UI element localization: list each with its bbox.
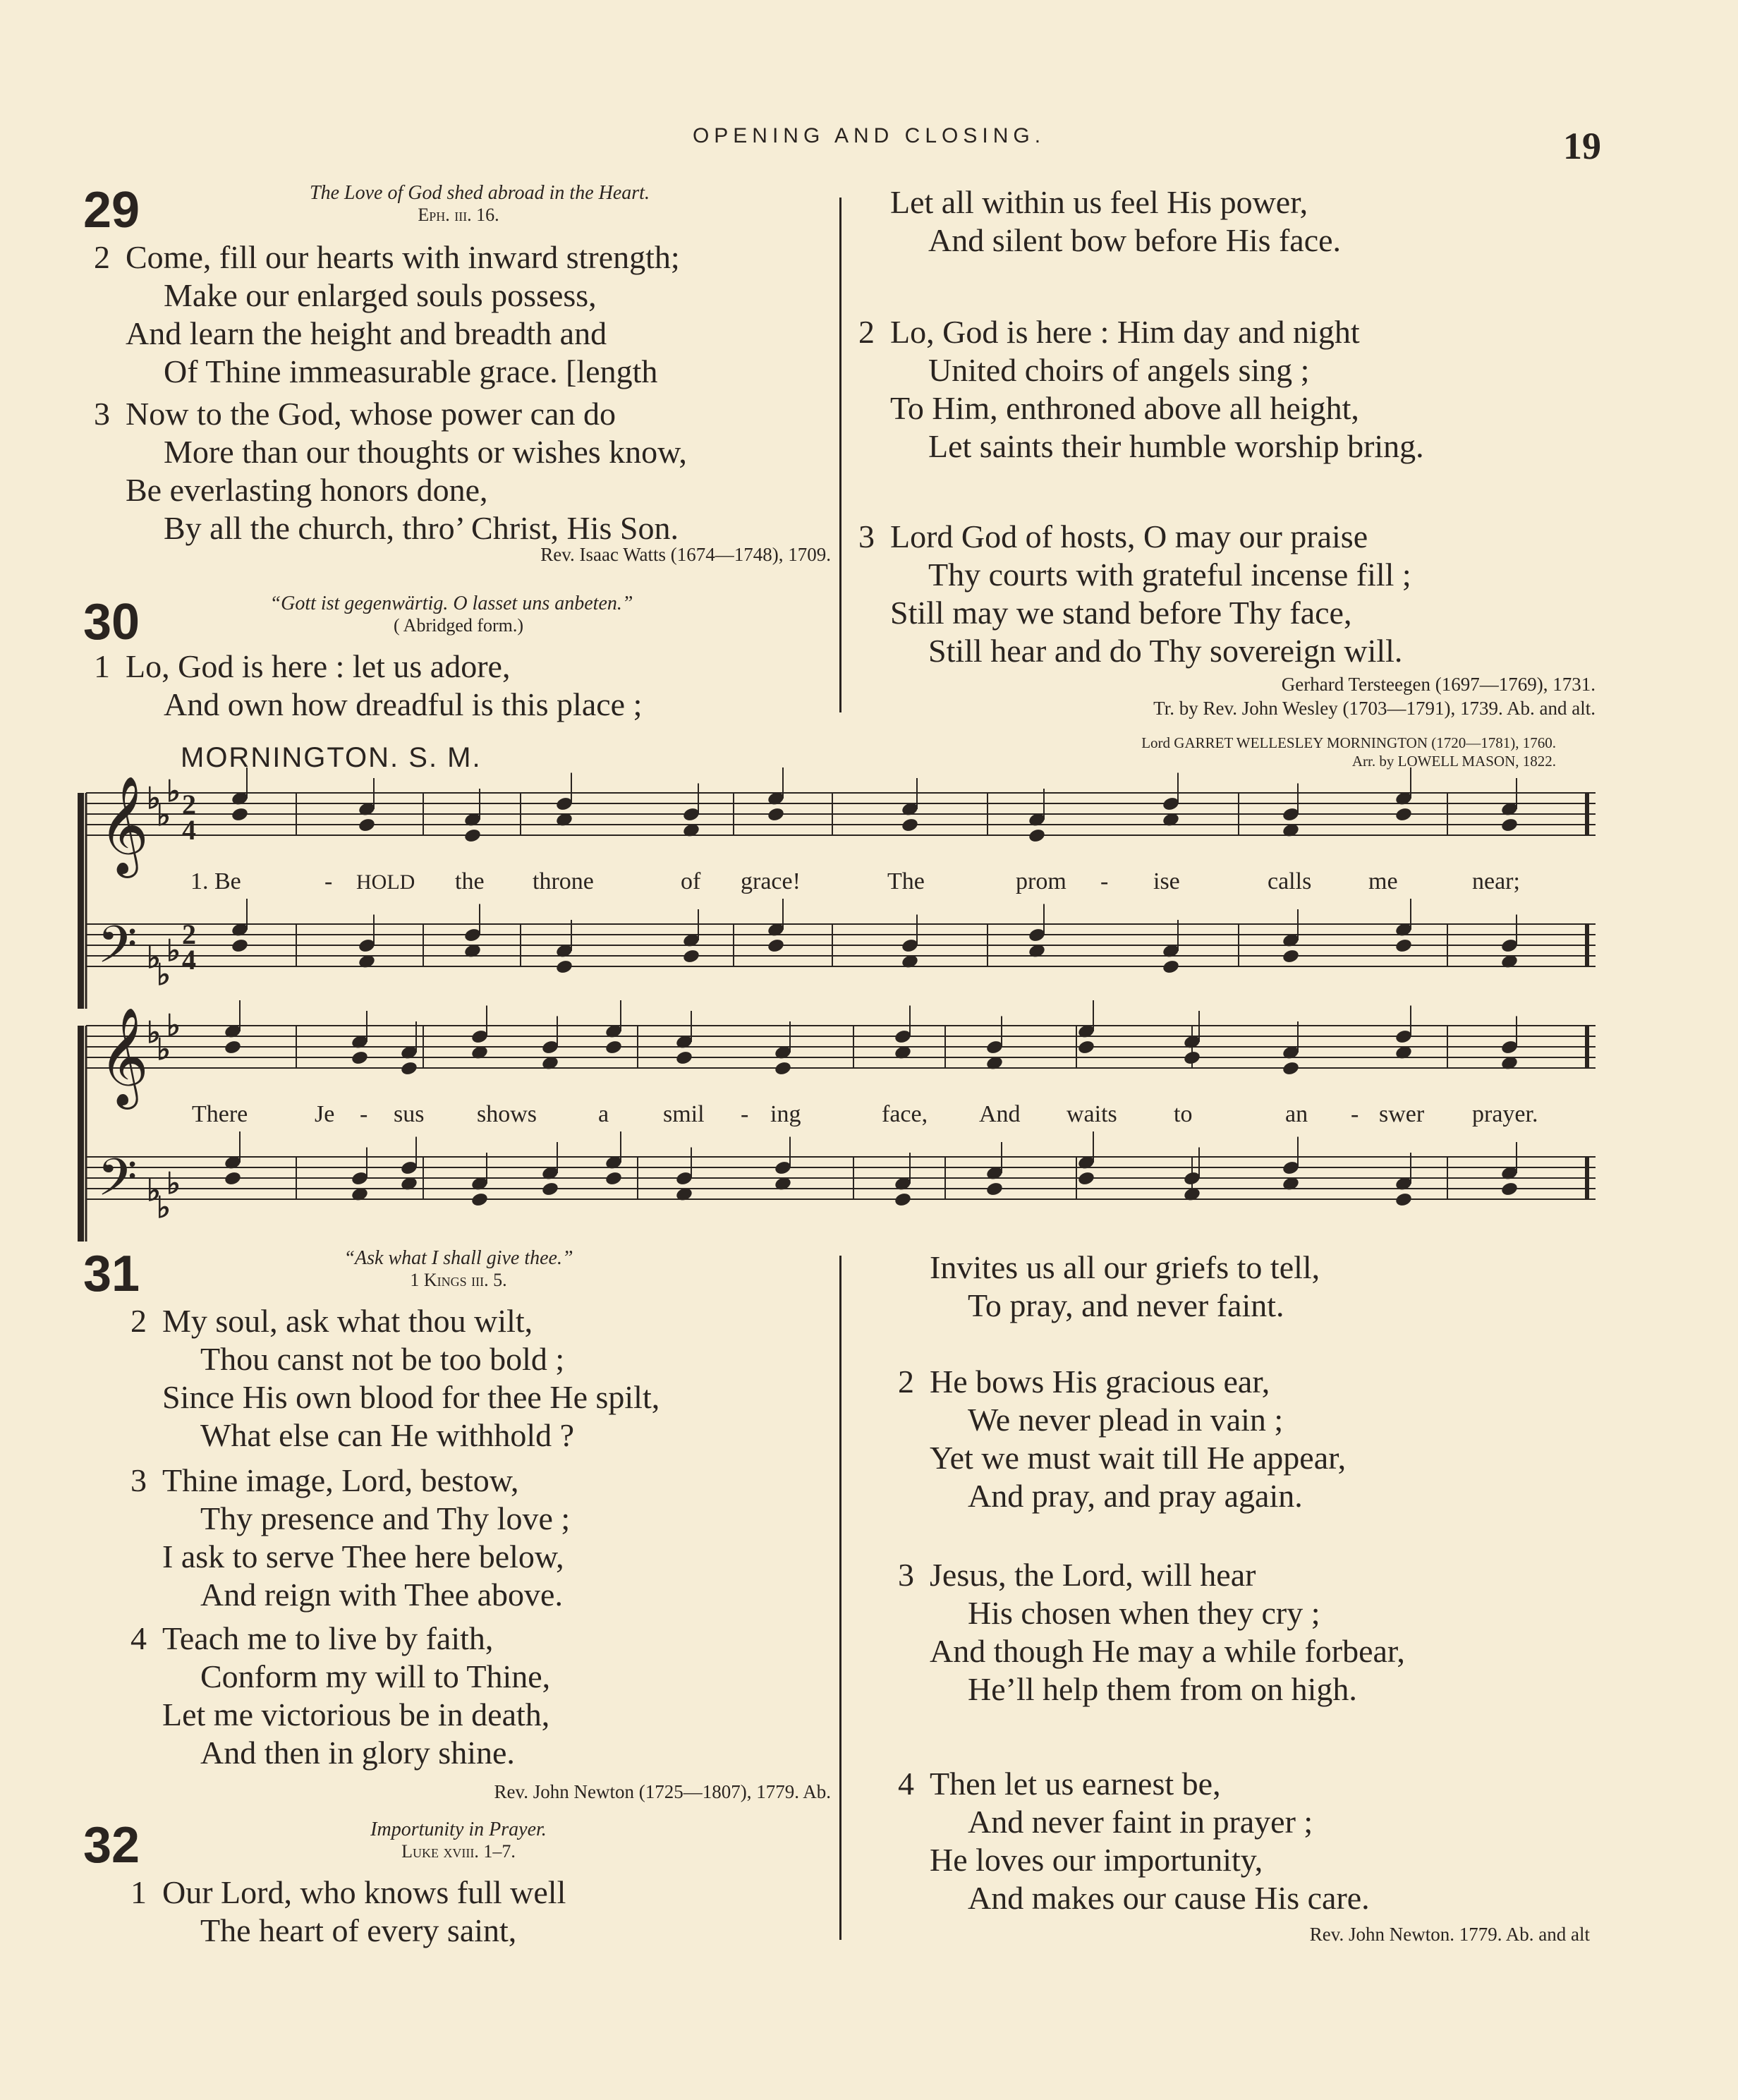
hymn-31-reference: 1 Kings iii. 5. — [410, 1270, 507, 1290]
stanza-line: He bows His gracious ear, — [930, 1364, 1270, 1400]
flat-icon: ♭ — [147, 783, 161, 815]
stanza-line: Let me victorious be in death, — [162, 1697, 550, 1732]
stanza-line: Lord God of hosts, O may our praise — [890, 518, 1368, 554]
lyric-syllable: an — [1285, 1101, 1308, 1127]
notehead — [470, 1191, 489, 1208]
hymn-31-number: 31 — [83, 1246, 140, 1302]
hymn-32-title: Importunity in Prayer. — [370, 1819, 547, 1840]
notehead — [231, 806, 249, 823]
lyric-syllable: the — [455, 868, 485, 894]
tune-name: MORNINGTON. S. M. — [181, 742, 482, 773]
stanza-line: Come, fill our hearts with inward strength; — [126, 239, 680, 275]
flat-icon: ♭ — [147, 1017, 161, 1050]
notehead — [1394, 937, 1413, 954]
stanza-line: The heart of every saint, — [200, 1912, 517, 1948]
flat-icon: ♭ — [157, 1034, 171, 1067]
lyric-syllable: - — [1351, 1101, 1359, 1127]
hymn-30-number: 30 — [83, 594, 140, 650]
stanza-line: His chosen when they cry ; — [968, 1595, 1320, 1631]
lyric-syllable: prom — [1016, 868, 1066, 894]
bass-clef-icon: 𝄢 — [97, 1151, 138, 1219]
lyric-syllable: sus — [394, 1101, 425, 1127]
notehead — [1394, 806, 1413, 823]
flat-icon: ♭ — [157, 800, 171, 832]
treble-clef-icon: 𝄞 — [99, 1009, 149, 1103]
lyric-syllable: throne — [533, 868, 594, 894]
system-brace — [78, 1026, 84, 1242]
notehead — [1162, 959, 1180, 975]
hymn-32-stanza-1a — [130, 1874, 839, 1950]
notehead — [351, 1050, 369, 1066]
lyric-syllable: of — [681, 868, 701, 894]
stanza-line: United choirs of angels sing ; — [928, 352, 1310, 388]
lyric-syllable: - — [1100, 868, 1109, 894]
hymn-31-stanza-4 — [130, 1620, 839, 1772]
stanza-line: And never faint in prayer ; — [968, 1804, 1313, 1840]
notehead — [767, 937, 785, 954]
stanza-line: He loves our importunity, — [930, 1842, 1263, 1878]
stanza-line: Now to the God, whose power can do — [126, 396, 616, 432]
stanza-line: Make our enlarged souls possess, — [164, 277, 597, 313]
flat-icon: ♭ — [147, 942, 161, 975]
flat-icon: ♭ — [166, 935, 181, 968]
stanza-line: Thy courts with grateful incense fill ; — [928, 557, 1411, 593]
verse-number: 2 — [130, 1303, 147, 1339]
lyric-syllable: - — [360, 1101, 368, 1127]
hymn-32-credit: Rev. John Newton. 1779. Ab. and alt — [1309, 1924, 1590, 1945]
lyrics-line-1 — [190, 868, 1520, 894]
hymn-32-stanza-3 — [898, 1556, 1607, 1708]
verse-number: 3 — [94, 396, 110, 432]
lyric-syllable: ise — [1153, 868, 1180, 894]
hymn-31-stanza-2 — [130, 1302, 839, 1455]
hymn-31-title: “Ask what I shall give thee.” — [344, 1247, 573, 1269]
lyric-syllable: shows — [477, 1101, 537, 1127]
notehead — [1077, 1170, 1095, 1186]
lyric-syllable: smil — [663, 1101, 705, 1127]
stanza-line: Be everlasting honors done, — [126, 472, 488, 508]
notehead — [1500, 817, 1519, 833]
stanza-line: Jesus, the Lord, will hear — [930, 1557, 1256, 1593]
stanza-line: And then in glory shine. — [200, 1735, 515, 1771]
notehead — [1282, 948, 1300, 964]
hymn-32-number: 32 — [83, 1817, 140, 1874]
running-title: OPENING AND CLOSING. — [692, 124, 1046, 147]
lyric-syllable: hold — [356, 870, 415, 894]
hymn-29-reference: Eph. iii. 16. — [418, 205, 499, 225]
stanza-line: I ask to serve Thee here below, — [162, 1538, 564, 1574]
stanza-line: Yet we must wait till He appear, — [930, 1440, 1347, 1476]
lyric-syllable: waits — [1066, 1101, 1117, 1127]
verse-number: 4 — [130, 1620, 147, 1656]
stanza-line: Conform my will to Thine, — [200, 1658, 551, 1694]
stanza-line: To Him, enthroned above all height, — [890, 390, 1359, 426]
hymn-32-stanza-2 — [898, 1363, 1607, 1515]
stanza-line: Invites us all our griefs to tell, — [930, 1249, 1320, 1285]
time-signature-bottom: 4 — [182, 944, 196, 976]
stanza-line: And though He may a while forbear, — [930, 1633, 1405, 1669]
notehead — [224, 1170, 242, 1186]
stanza-line: Thou canst not be too bold ; — [200, 1341, 565, 1377]
notehead — [555, 959, 573, 975]
lyric-syllable: me — [1368, 868, 1398, 894]
stanza-line: Then let us earnest be, — [930, 1766, 1221, 1802]
hymn-30-credit-2: Tr. by Rev. John Wesley (1703—1791), 1739. Ab. and alt. — [1153, 698, 1596, 719]
lyric-syllable: The — [887, 868, 925, 894]
stanza-line: Still may we stand before Thy face, — [890, 595, 1352, 631]
verse-number: 3 — [898, 1557, 914, 1593]
tune-arranger: Arr. by LOWELL MASON, 1822. — [1351, 753, 1556, 770]
notehead — [901, 817, 919, 833]
tune-composer: Lord GARRET WELLESLEY MORNINGTON (1720—1781), 1760. — [1141, 734, 1556, 751]
flat-icon: ♭ — [166, 776, 181, 808]
flat-icon: ♭ — [157, 959, 171, 992]
verse-number: 2 — [898, 1364, 914, 1400]
notehead — [358, 817, 376, 833]
stanza-line: My soul, ask what thou wilt, — [162, 1303, 533, 1339]
stanza-line: We never plead in vain ; — [968, 1402, 1284, 1438]
hymn-30-title: “Gott ist gegenwärtig. O lasset uns anbeten.” — [269, 593, 633, 614]
bass-clef-icon: 𝄢 — [97, 918, 138, 986]
notehead — [604, 1170, 623, 1186]
stanza-line: Since His own blood for thee He spilt, — [162, 1379, 660, 1415]
hymn-31-credit: Rev. John Newton (1725—1807), 1779. Ab. — [494, 1781, 831, 1802]
lyric-syllable: to — [1174, 1101, 1193, 1127]
verse-number: 3 — [130, 1462, 147, 1498]
notehead — [224, 1039, 242, 1055]
treble-clef-icon: 𝄞 — [99, 778, 149, 872]
stanza-line: And own how dreadful is this place ; — [164, 686, 643, 722]
time-signature-bottom: 4 — [182, 814, 196, 846]
lyric-syllable: 1. Be — [190, 868, 241, 894]
lyric-syllable: And — [979, 1101, 1021, 1127]
stanza-line: And pray, and pray again. — [968, 1478, 1303, 1514]
notehead — [1282, 1060, 1300, 1076]
stanza-line: Thine image, Lord, bestow, — [162, 1462, 519, 1498]
lyric-syllable: prayer. — [1472, 1101, 1538, 1127]
notehead — [1394, 1191, 1413, 1208]
hymn-31-stanza-3 — [130, 1462, 839, 1614]
lyric-syllable: ing — [770, 1101, 801, 1127]
hymn-32-reference: Luke xviii. 1–7. — [401, 1841, 516, 1862]
hymn-29-number: 29 — [83, 182, 140, 238]
hymn-30-reference: ( Abridged form.) — [393, 615, 524, 636]
notehead — [675, 1050, 693, 1066]
stanza-line: And makes our cause His care. — [968, 1880, 1370, 1916]
stanza-line: Let all within us feel His power, — [890, 184, 1308, 220]
lyric-syllable: calls — [1268, 868, 1312, 894]
notehead — [894, 1191, 912, 1208]
score-graphics — [78, 767, 1596, 1242]
stanza-line: Our Lord, who knows full well — [162, 1874, 566, 1910]
notehead — [400, 1060, 418, 1076]
verse-number: 1 — [94, 648, 110, 684]
stanza-line: Teach me to live by faith, — [162, 1620, 494, 1656]
notehead — [1077, 1039, 1095, 1055]
stanza-line: Thy presence and Thy love ; — [200, 1500, 571, 1536]
stanza-line: Lo, God is here : Him day and night — [890, 314, 1360, 350]
notehead — [231, 937, 249, 954]
notehead — [1183, 1050, 1201, 1066]
stanza-line: Still hear and do Thy sovereign will. — [928, 633, 1403, 669]
page-number: 19 — [1563, 125, 1601, 167]
flat-icon: ♭ — [166, 1168, 181, 1201]
stanza-line: He’ll help them from on high. — [968, 1671, 1357, 1707]
lyrics-line-2 — [192, 1101, 1538, 1127]
notehead — [774, 1060, 792, 1076]
stanza-line: And reign with Thee above. — [200, 1577, 563, 1613]
hymn-32-stanza-4 — [898, 1765, 1607, 1917]
notehead — [1028, 827, 1046, 844]
notehead — [985, 1181, 1004, 1197]
stanza-line: What else can He withhold ? — [200, 1417, 575, 1453]
lyric-syllable: grace! — [741, 868, 801, 894]
lyric-syllable: near; — [1472, 868, 1520, 894]
stanza-line: Let saints their humble worship bring. — [928, 428, 1424, 464]
stanza-line: And learn the height and breadth and — [126, 315, 607, 351]
verse-number: 4 — [898, 1766, 914, 1802]
hymn-30-credit-1: Gerhard Tersteegen (1697—1769), 1731. — [1281, 674, 1596, 695]
lyric-syllable: There — [192, 1101, 248, 1127]
lyric-syllable: swer — [1379, 1101, 1425, 1127]
notehead — [463, 827, 482, 844]
stanza-line: Lo, God is here : let us adore, — [126, 648, 511, 684]
lyric-syllable: - — [324, 868, 333, 894]
time-signature-top: 2 — [182, 918, 196, 950]
system-brace — [78, 793, 84, 1009]
lyric-syllable: a — [598, 1101, 609, 1127]
verse-number: 2 — [858, 314, 875, 350]
notehead — [682, 948, 700, 964]
verse-number: 3 — [858, 518, 875, 554]
hymn-29-title: The Love of God shed abroad in the Heart. — [310, 182, 650, 204]
stanza-line: Of Thine immeasurable grace. [length — [164, 353, 658, 389]
stanza-line: More than our thoughts or wishes know, — [164, 434, 687, 470]
hymn-29-credit: Rev. Isaac Watts (1674—1748), 1709. — [540, 544, 831, 565]
verse-number: 2 — [94, 239, 110, 275]
notehead — [541, 1181, 559, 1197]
notehead — [767, 806, 785, 823]
lyric-syllable: face, — [882, 1101, 928, 1127]
notehead — [1500, 1181, 1519, 1197]
stanza-line: By all the church, thro’ Christ, His Son. — [164, 510, 679, 546]
verse-number: 1 — [130, 1874, 147, 1910]
flat-icon: ♭ — [157, 1192, 171, 1225]
lyric-syllable: - — [741, 1101, 749, 1127]
hymn-32-stanza-1b — [930, 1249, 1607, 1325]
stanza-line: And silent bow before His face. — [928, 222, 1342, 258]
time-signature-top: 2 — [182, 789, 196, 820]
lyric-syllable: Je — [315, 1101, 335, 1127]
flat-icon: ♭ — [147, 1175, 161, 1208]
notehead — [604, 1039, 623, 1055]
stanza-line: To pray, and never faint. — [968, 1287, 1284, 1323]
flat-icon: ♭ — [166, 1010, 181, 1043]
